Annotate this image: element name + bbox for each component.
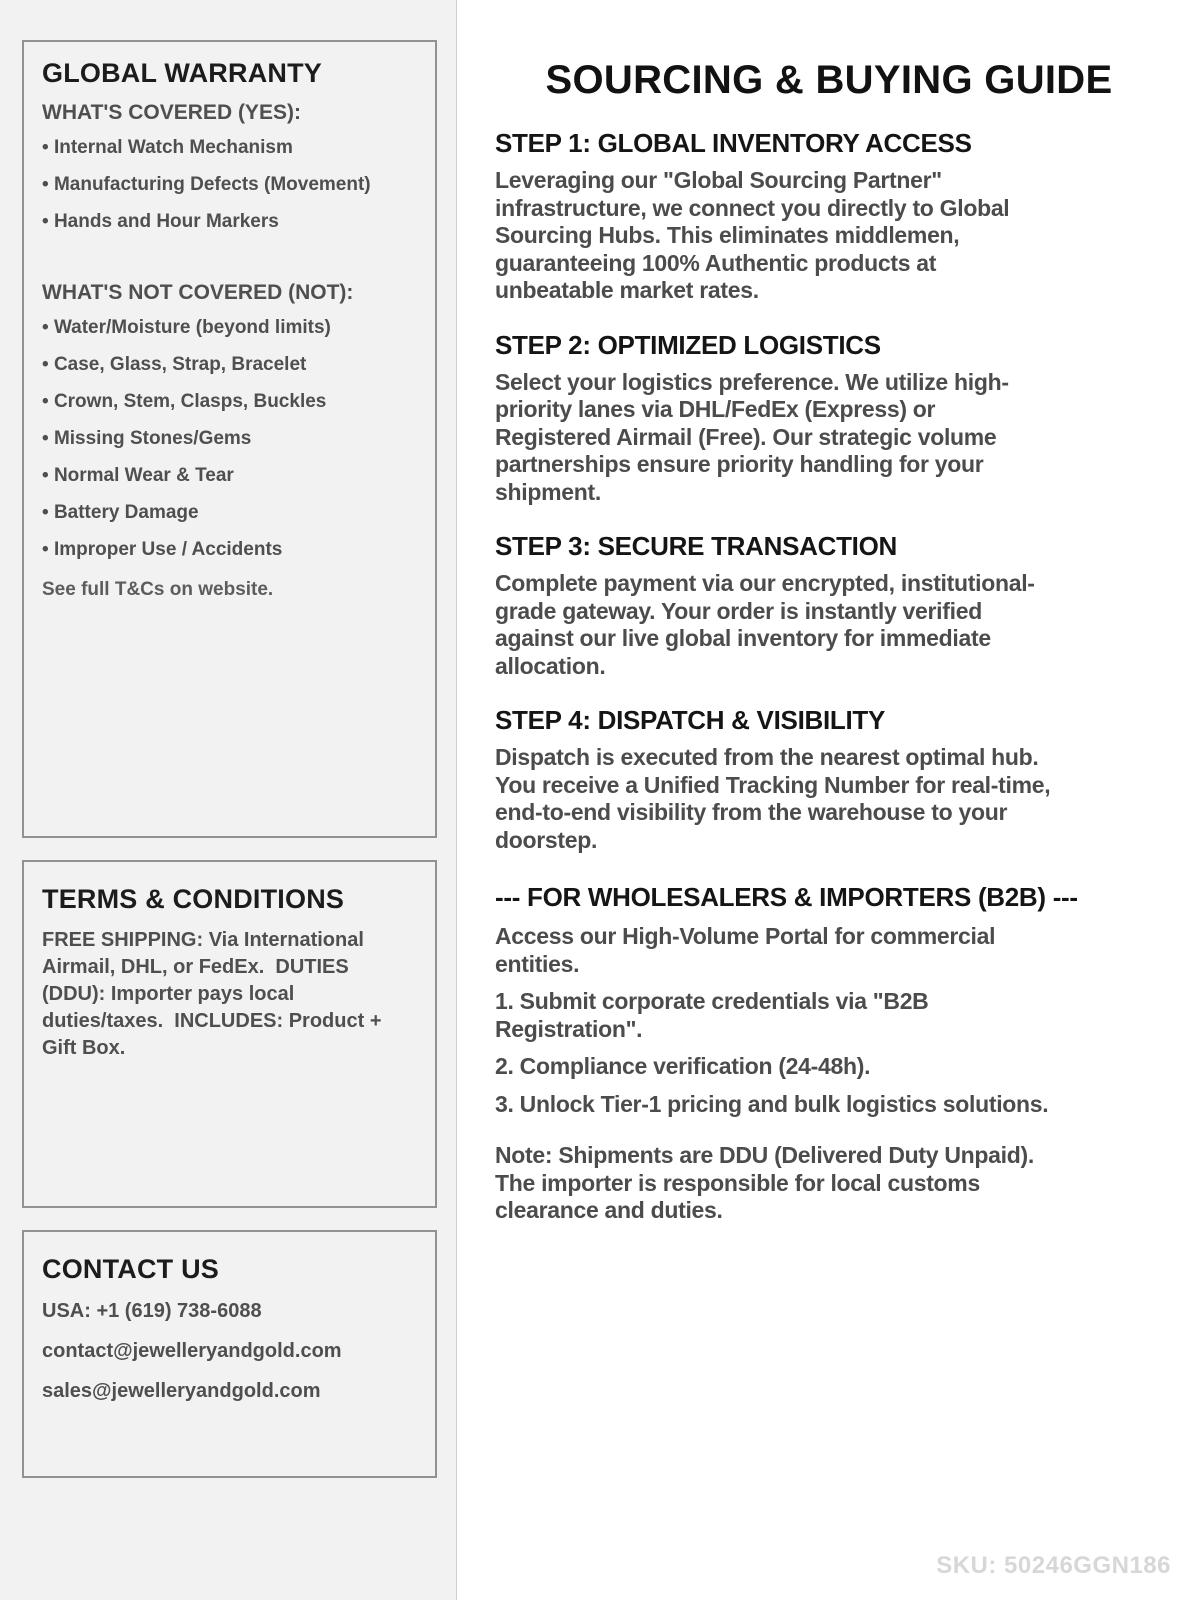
step-1-heading: STEP 1: GLOBAL INVENTORY ACCESS — [495, 128, 972, 158]
contact-panel — [22, 1230, 437, 1478]
step-3-body: Complete payment via our encrypted, institutional-grade gateway. Your order is instantly verified against our live global inventory for immediate allocation. — [495, 570, 1035, 679]
step-3-heading: STEP 3: SECURE TRANSACTION — [495, 531, 897, 561]
guide-sections — [458, 128, 1200, 1225]
list-item: • Improper Use / Accidents — [42, 537, 417, 563]
sku-label: SKU: 50246GGN186 — [936, 1552, 1171, 1579]
warranty-title: GLOBAL WARRANTY — [42, 58, 322, 88]
step-4-body: Dispatch is executed from the nearest optimal hub. You receive a Unified Tracking Number for real-time, end-to-end visibility from the warehouse to your doorstep. — [495, 744, 1051, 853]
list-item: • Case, Glass, Strap, Bracelet — [42, 352, 417, 378]
not-covered-heading: WHAT'S NOT COVERED (NOT): — [42, 281, 354, 304]
covered-list — [42, 135, 417, 235]
covered-heading: WHAT'S COVERED (YES): — [42, 101, 301, 124]
list-item: • Missing Stones/Gems — [42, 426, 417, 452]
warranty-footnote: See full T&Cs on website. — [42, 579, 274, 600]
sales-email: sales@jewelleryandgold.com — [42, 1380, 321, 1402]
warranty-panel — [22, 40, 437, 838]
contact-phone: USA: +1 (619) 738-6088 — [42, 1300, 262, 1322]
step-4-heading: STEP 4: DISPATCH & VISIBILITY — [495, 705, 886, 735]
not-covered-list — [42, 315, 417, 563]
terms-title: TERMS & CONDITIONS — [42, 884, 345, 914]
terms-body: FREE SHIPPING: Via International Airmail, DHL, or FedEx. DUTIES (DDU): Importer pays local duties/taxes. INCLUDES: Product + Gift Box. — [42, 929, 388, 1059]
step-1-body: Leveraging our "Global Sourcing Partner" infrastructure, we connect you directly to Global Sourcing Hubs. This eliminates middlemen, guaranteeing 100% Authentic products at unbeatable market rates. — [495, 167, 1010, 303]
step-2-heading: STEP 2: OPTIMIZED LOGISTICS — [495, 329, 881, 360]
list-item: • Battery Damage — [42, 500, 417, 526]
sourcing-guide-column — [458, 0, 1200, 1600]
b2b-item-1: 1. Submit corporate credentials via "B2B Registration". — [495, 988, 929, 1042]
b2b-intro: Access our High-Volume Portal for commercial entities. — [495, 923, 996, 977]
b2b-item-3: 3. Unlock Tier-1 pricing and bulk logistics solutions. — [495, 1090, 1049, 1117]
page-title: SOURCING & BUYING GUIDE — [545, 58, 1113, 102]
b2b-item-2: 2. Compliance verification (24-48h). — [495, 1053, 871, 1079]
list-item: • Internal Watch Mechanism — [42, 135, 417, 161]
b2b-note: Note: Shipments are DDU (Delivered Duty Unpaid). The importer is responsible for local customs clearance and duties. — [495, 1142, 1034, 1223]
terms-panel — [22, 860, 437, 1208]
list-item: • Water/Moisture (beyond limits) — [42, 315, 417, 341]
contact-title: CONTACT US — [42, 1254, 219, 1284]
step-2-body: Select your logistics preference. We utilize high-priority lanes via DHL/FedEx (Express) or Registered Airmail (Free). Our strategic volume partnerships ensure priority handling for your shipment. — [495, 368, 1009, 505]
list-item: • Crown, Stem, Clasps, Buckles — [42, 389, 417, 415]
list-item: • Normal Wear & Tear — [42, 463, 417, 489]
info-sidebar — [0, 0, 457, 1600]
list-item: • Hands and Hour Markers — [42, 209, 417, 235]
b2b-heading: --- FOR WHOLESALERS & IMPORTERS (B2B) --- — [495, 882, 1078, 912]
contact-email: contact@jewelleryandgold.com — [42, 1340, 342, 1362]
list-item: • Manufacturing Defects (Movement) — [42, 172, 417, 198]
